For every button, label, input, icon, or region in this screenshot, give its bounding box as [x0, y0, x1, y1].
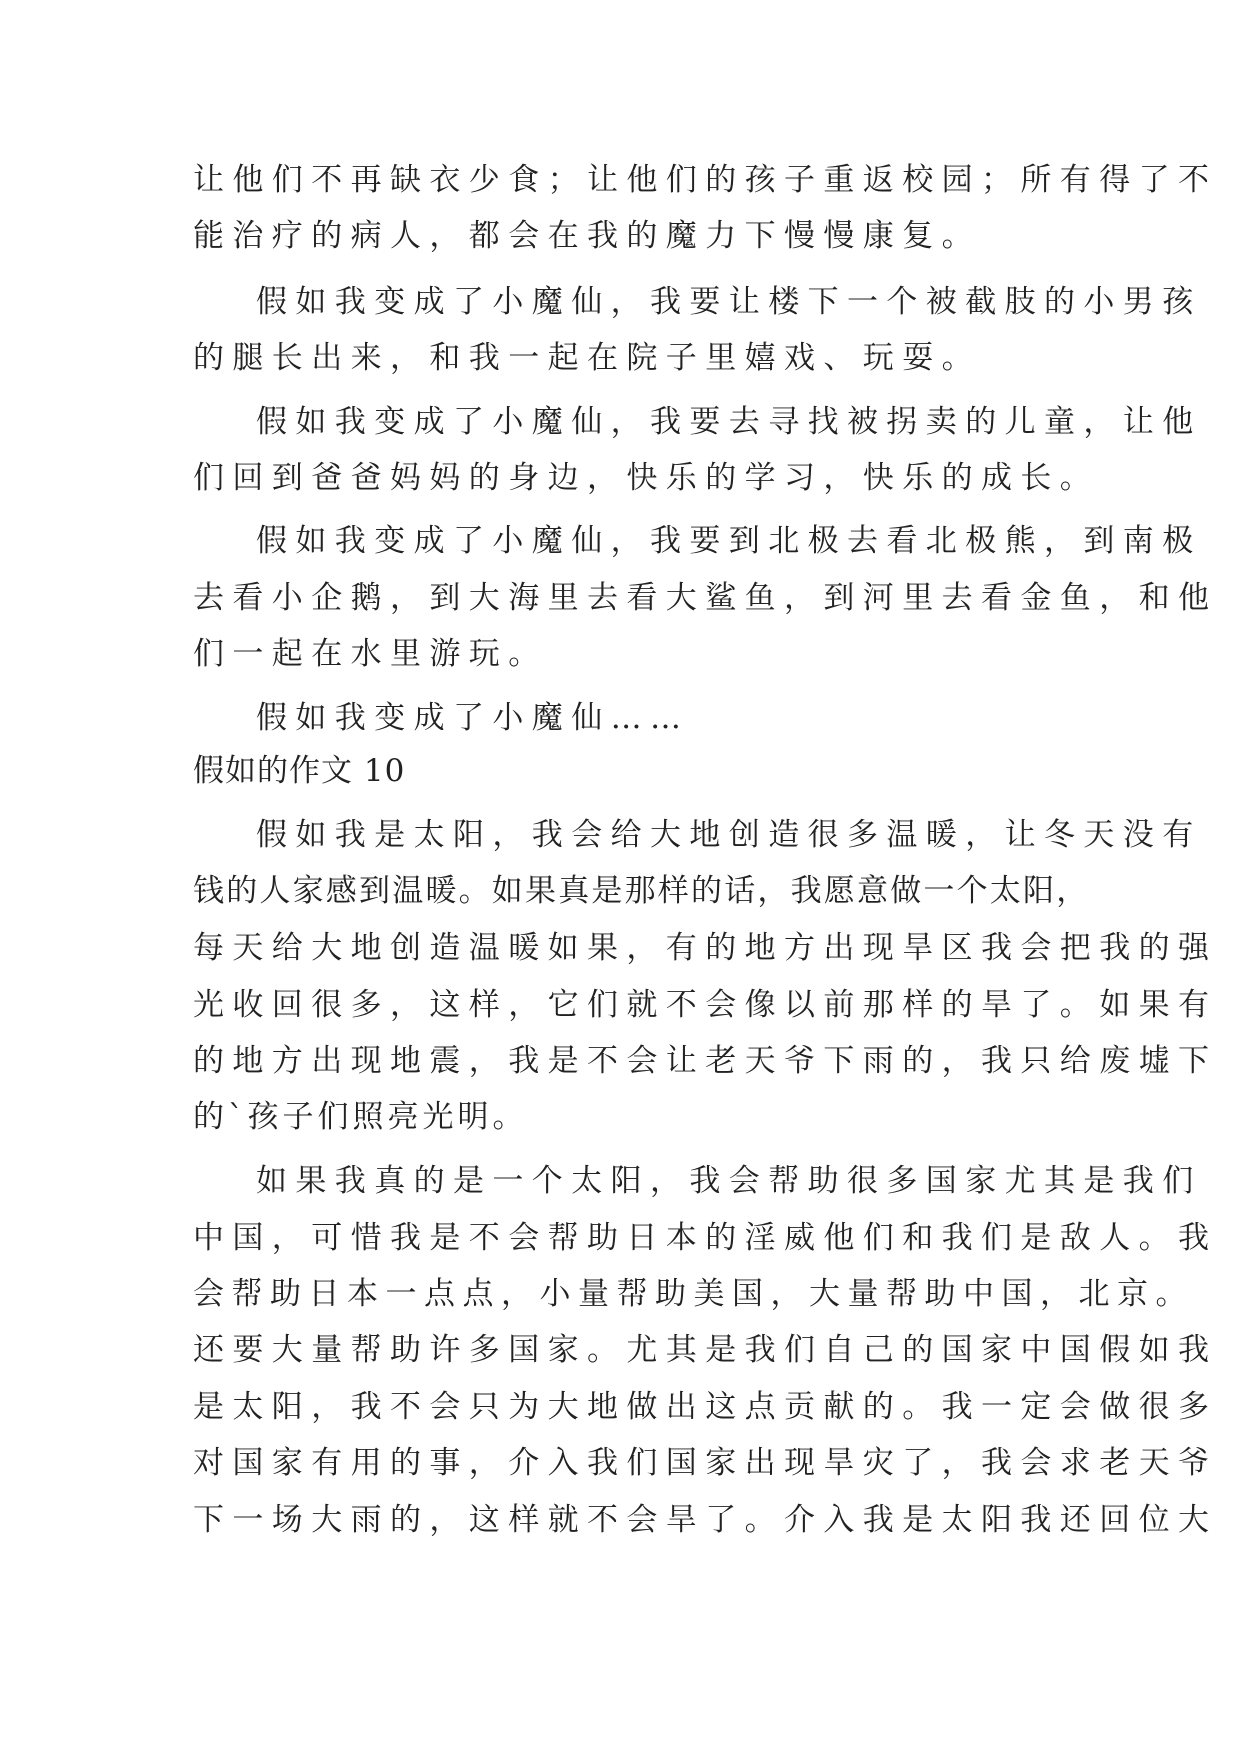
- text-line: 中国，可惜我是不会帮助日本的淫威他们和我们是敌人。我: [193, 1220, 1218, 1256]
- text-line: 能治疗的病人，都会在我的魔力下慢慢康复。: [193, 218, 981, 254]
- text-line: 钱的人家感到温暖。如果真是那样的话，我愿意做一个太阳，: [193, 873, 1090, 909]
- text-line: 让他们不再缺衣少食；让他们的孩子重返校园；所有得了不: [193, 162, 1218, 198]
- section-heading: 假如的作文 10: [193, 753, 406, 789]
- text-line: 如果我真的是一个太阳，我会帮助很多国家尤其是我们: [256, 1163, 1202, 1199]
- text-line: 们一起在水里游玩。: [193, 636, 548, 672]
- text-line: 光收回很多，这样，它们就不会像以前那样的旱了。如果有: [193, 987, 1218, 1023]
- text-line: 们回到爸爸妈妈的身边，快乐的学习，快乐的成长。: [193, 460, 1100, 496]
- text-line: 的腿长出来，和我一起在院子里嬉戏、玩耍。: [193, 340, 981, 376]
- text-line: 会帮助日本一点点，小量帮助美国，大量帮助中国，北京。: [193, 1276, 1194, 1312]
- text-line: 假如我变成了小魔仙，我要到北极去看北极熊，到南极: [256, 523, 1202, 559]
- text-line: 假如我变成了小魔仙，我要去寻找被拐卖的儿童，让他: [256, 404, 1202, 440]
- text-line: 假如我是太阳，我会给大地创造很多温暖，让冬天没有: [256, 817, 1202, 853]
- text-line: 假如我变成了小魔仙……: [256, 700, 690, 736]
- text-line: 对国家有用的事，介入我们国家出现旱灾了，我会求老天爷: [193, 1445, 1218, 1481]
- text-line: 是太阳，我不会只为大地做出这点贡献的。我一定会做很多: [193, 1389, 1218, 1425]
- text-line: 的地方出现地震，我是不会让老天爷下雨的，我只给废墟下: [193, 1043, 1218, 1079]
- text-line: 的`孩子们照亮光明。: [193, 1099, 528, 1135]
- text-line: 还要大量帮助许多国家。尤其是我们自己的国家中国假如我: [193, 1332, 1218, 1368]
- text-line: 去看小企鹅，到大海里去看大鲨鱼，到河里去看金鱼，和他: [193, 580, 1218, 616]
- text-line: 假如我变成了小魔仙，我要让楼下一个被截肢的小男孩: [256, 284, 1202, 320]
- text-line: 下一场大雨的，这样就不会旱了。介入我是太阳我还回位大: [193, 1502, 1218, 1538]
- text-line: 每天给大地创造温暖如果，有的地方出现旱区我会把我的强: [193, 930, 1218, 966]
